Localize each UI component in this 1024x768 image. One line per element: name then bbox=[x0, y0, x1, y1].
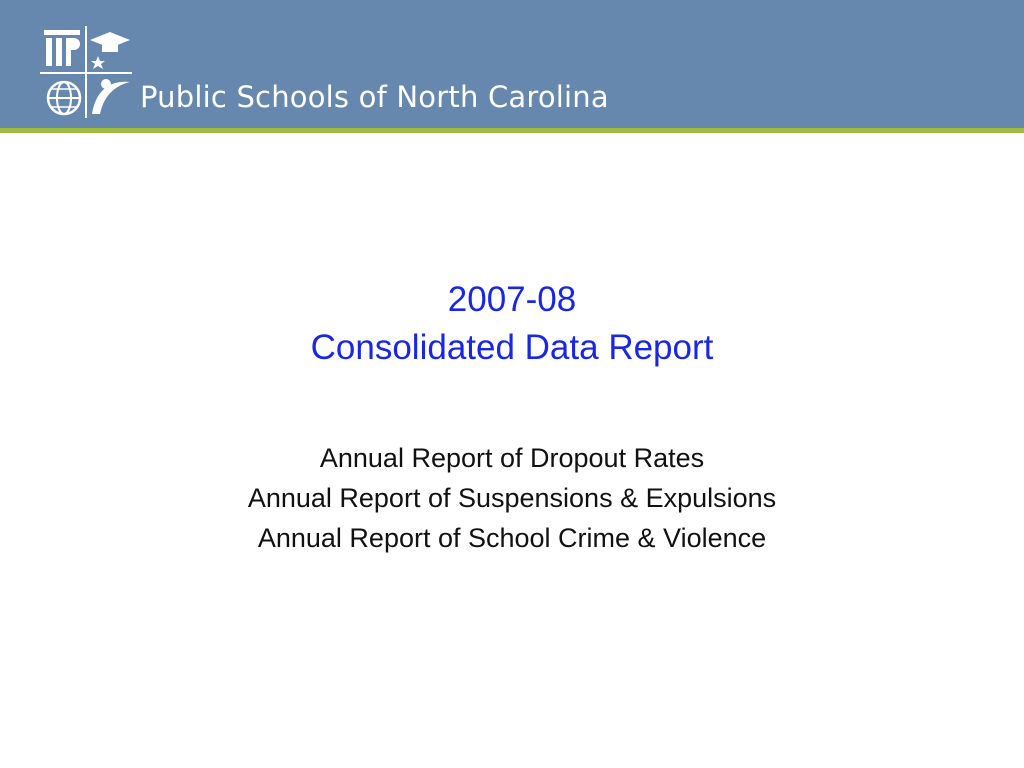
nc-public-schools-logo-icon bbox=[40, 26, 132, 118]
slide-subtitle-line: Annual Report of Dropout Rates bbox=[319, 443, 705, 473]
header-accent-line bbox=[0, 128, 1024, 133]
slide-title-line: Consolidated Data Report bbox=[310, 328, 714, 367]
slide-subtitle-line: Annual Report of School Crime & Violence bbox=[257, 523, 767, 553]
slide-title-line: 2007-08 bbox=[447, 280, 577, 319]
slide-subtitle bbox=[0, 438, 1024, 558]
slide-subtitle-line: Annual Report of Suspensions & Expulsions bbox=[247, 483, 777, 513]
slide-title bbox=[0, 276, 1024, 372]
organization-name: Public Schools of North Carolina bbox=[140, 80, 609, 114]
